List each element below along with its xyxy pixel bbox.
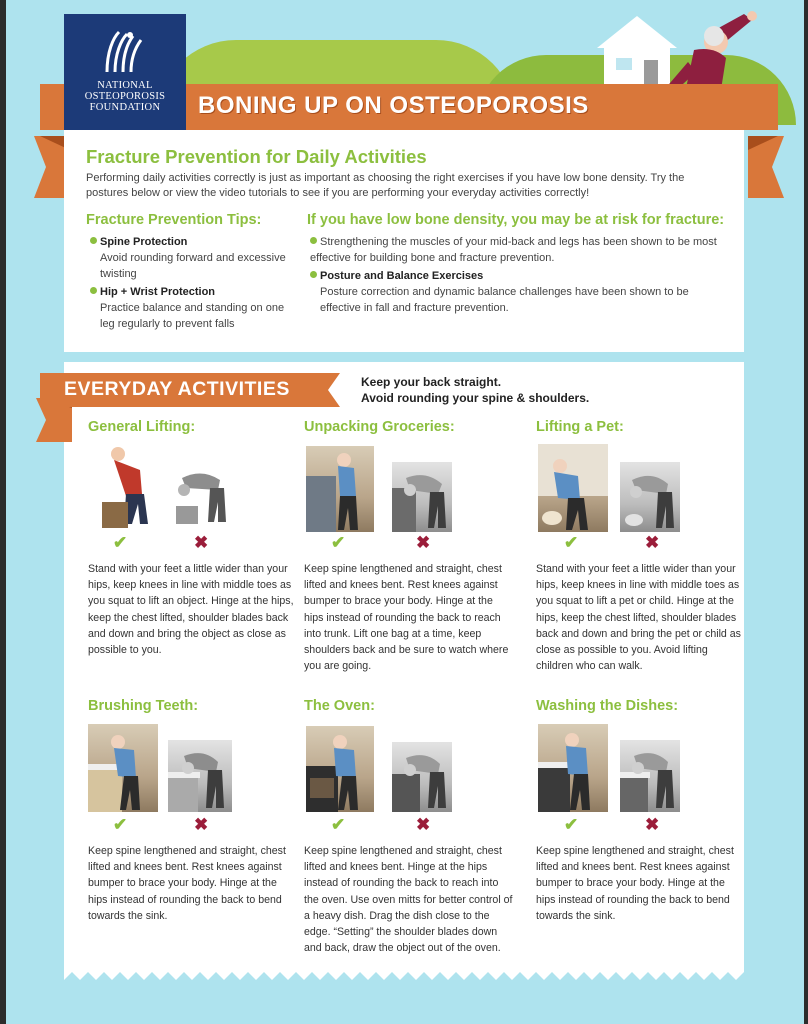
photo-correct-pet bbox=[538, 444, 608, 532]
activity-title: Washing the Dishes: bbox=[536, 698, 679, 714]
x-icon: ✖ bbox=[416, 815, 431, 834]
photo-incorrect-dishes bbox=[620, 740, 680, 812]
tip-text: Practice balance and standing on one leg regularly to prevent falls bbox=[100, 302, 285, 330]
page-title: BONING UP ON OSTEOPOROSIS bbox=[198, 92, 589, 119]
check-icon: ✔ bbox=[564, 533, 579, 552]
subtitle-line: Avoid rounding your spine & shoulders. bbox=[361, 391, 590, 405]
zigzag-edge bbox=[64, 966, 744, 982]
check-icon: ✔ bbox=[331, 815, 346, 834]
fracture-prevention-panel bbox=[64, 130, 744, 352]
logo-figure-icon bbox=[97, 28, 153, 76]
photo-correct-brushing bbox=[88, 724, 158, 812]
photo-incorrect-groceries bbox=[392, 462, 452, 532]
photo-incorrect-oven bbox=[392, 742, 452, 812]
tip-title: Hip + Wrist Protection bbox=[100, 286, 216, 298]
photo-correct-oven bbox=[306, 726, 374, 812]
activity-description: Keep spine lengthened and straight, chest lifted and knees bent. Hinge at the hips instead of rounding the back to reach into the oven. Use oven mitts for better control of a heavy dish. Drag the dish close to the edge. “Setting” the shoulder blades down and back, draw the object out of the oven. bbox=[304, 845, 513, 955]
bullet-icon bbox=[310, 271, 317, 278]
risk-heading: If you have low bone density, you may be at risk for fracture: bbox=[307, 212, 725, 228]
risk-text: Strengthening the muscles of your mid-back and legs has been shown to be most effective for building bone and fracture prevention. bbox=[310, 236, 717, 264]
activity-title: General Lifting: bbox=[88, 419, 196, 435]
check-icon: ✔ bbox=[113, 815, 128, 834]
activity-description: Stand with your feet a little wider than your hips, keep knees in line with middle toes as you squat to lift a pet or child. Hinge at the hips, keep the chest lifted, shoulder blades back and down and bring the pet or child as close as possible to you. Avoid lifting children who can walk. bbox=[536, 563, 741, 673]
activity-description: Keep spine lengthened and straight, chest lifted and knees bent. Rest knees against bumper to brace your body. Hinge at the hips instead of rounding the back to bend towards the sink. bbox=[536, 845, 734, 922]
activity-title: The Oven: bbox=[304, 698, 375, 714]
tip-title: Spine Protection bbox=[100, 236, 188, 248]
bullet-icon bbox=[90, 287, 97, 294]
photo-incorrect-brushing bbox=[168, 740, 232, 812]
check-icon: ✔ bbox=[331, 533, 346, 552]
check-icon: ✔ bbox=[113, 533, 128, 552]
tip-text: Avoid rounding forward and excessive twisting bbox=[100, 252, 286, 280]
everyday-title: EVERYDAY ACTIVITIES bbox=[64, 378, 290, 400]
flyer-page bbox=[6, 0, 804, 1024]
activity-title: Lifting a Pet: bbox=[536, 419, 624, 435]
photo-correct-lifting bbox=[96, 444, 162, 530]
tip-item bbox=[90, 284, 300, 332]
bullet-icon bbox=[310, 237, 317, 244]
risk-text: Posture correction and dynamic balance challenges have been shown to be effective in fall and fracture prevention. bbox=[320, 286, 689, 314]
activity-description: Stand with your feet a little wider than your hips, keep knees in line with middle toes as you squat to lift an object. Hinge at the hips, keep the chest lifted, shoulder blades back and down and bring the object as close as possible to you. bbox=[88, 563, 294, 657]
photo-correct-groceries bbox=[306, 446, 374, 532]
logo-text-line: FOUNDATION bbox=[89, 102, 161, 113]
nof-logo bbox=[64, 14, 186, 131]
x-icon: ✖ bbox=[416, 533, 431, 552]
bullet-icon bbox=[90, 237, 97, 244]
x-icon: ✖ bbox=[194, 815, 209, 834]
photo-correct-dishes bbox=[538, 724, 608, 812]
section-intro: Performing daily activities correctly is just as important as choosing the right exercises if you have low bone density. Try the postures below or view the video tutorials to see if you are performing your everyday activities correctly! bbox=[86, 172, 685, 199]
activity-description: Keep spine lengthened and straight, chest lifted and knees bent. Rest knees against bumper to brace your body. Hinge at the hips instead of rounding the back to reach into trunk. Lift one bag at a time, keep shoulders back and be sure to watch where you are going. bbox=[304, 563, 509, 673]
subtitle-line: Keep your back straight. bbox=[361, 375, 502, 389]
x-icon: ✖ bbox=[194, 533, 209, 552]
activity-title: Brushing Teeth: bbox=[88, 698, 199, 714]
photo-incorrect-lifting bbox=[174, 466, 230, 526]
photo-incorrect-pet bbox=[620, 462, 680, 532]
risk-title: Posture and Balance Exercises bbox=[320, 270, 484, 282]
check-icon: ✔ bbox=[564, 815, 579, 834]
logo-text-line: NATIONAL bbox=[97, 80, 153, 91]
tip-item bbox=[90, 234, 300, 282]
risk-item bbox=[310, 268, 725, 316]
logo-text-line: OSTEOPOROSIS bbox=[84, 91, 166, 102]
banner-ribbon-tail bbox=[748, 136, 784, 198]
x-icon: ✖ bbox=[645, 533, 660, 552]
activity-description: Keep spine lengthened and straight, chest lifted and knees bent. Rest knees against bumper to brace your body. Hinge at the hips instead of rounding the back to bend towards the sink. bbox=[88, 845, 286, 922]
x-icon: ✖ bbox=[645, 815, 660, 834]
tips-heading: Fracture Prevention Tips: bbox=[86, 212, 262, 228]
risk-item bbox=[310, 234, 725, 266]
everyday-subtitle bbox=[361, 374, 589, 406]
activity-title: Unpacking Groceries: bbox=[304, 419, 455, 435]
section-title: Fracture Prevention for Daily Activities bbox=[86, 146, 427, 167]
